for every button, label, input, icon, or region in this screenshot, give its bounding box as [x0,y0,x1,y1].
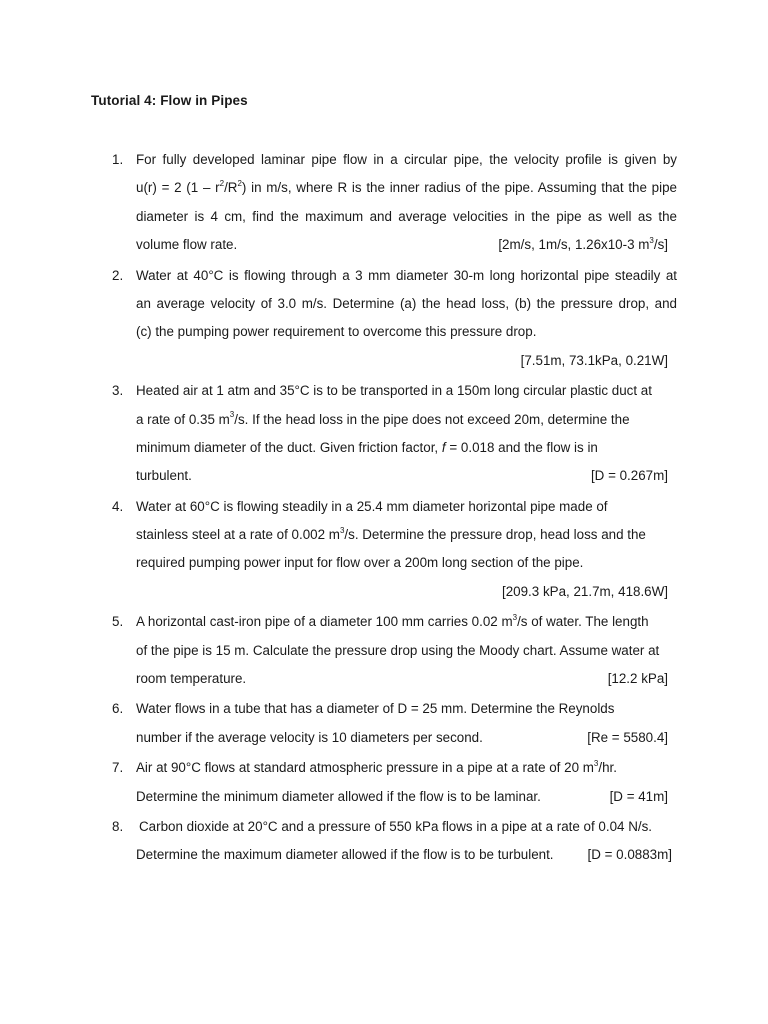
question-5 [0,608,768,693]
question-4-answer-line [0,578,768,606]
question-text: For fully developed laminar pipe flow in a circular pipe, the velocity profile is given by [136,152,677,167]
question-3-line-1 [0,377,768,405]
question-1-line-3 [0,203,768,231]
question-2-line-3 [0,318,768,346]
answer-text: [12.2 kPa] [607,671,668,687]
question-text: of the pipe is 15 m. Calculate the pressure drop using the Moody chart. Assume water at [136,642,660,658]
question-text: Determine the maximum diameter allowed if the flow is to be turbulent. [136,847,554,863]
question-text: minimum diameter of the duct. Given friction factor, f = 0.018 and the flow is in [136,439,598,455]
question-number: 3. [112,383,124,399]
question-1-line-4 [0,231,768,259]
question-4-line-2 [0,521,768,549]
question-2-line-2 [0,290,768,318]
question-text: stainless steel at a rate of 0.002 $m^3/s$. Determine the pressure drop, head loss and the [136,525,646,543]
question-7-line-1 [0,754,768,782]
question-4-line-3 [0,549,768,577]
answer-text: [7.51m, 73.1kPa, 0.21W] [520,352,668,368]
question-1-line-2 [0,174,768,202]
question-text: number if the average velocity is 10 diameters per second. [136,729,483,745]
question-6-line-2 [0,724,768,752]
question-number: 7. [112,760,124,776]
answer-text: [D = 0.0883m] [587,847,672,863]
answer-text: [D = 41m] [609,788,668,804]
question-2-line-1 [0,262,768,290]
answer-text: [209.3 kPa, 21.7m, 418.6W] [502,583,668,599]
question-text: volume flow rate. [136,237,238,253]
question-3-line-2 [0,406,768,434]
question-6 [0,695,768,752]
question-5-line-1 [0,608,768,636]
question-3 [0,377,768,491]
question-text: Water at 60°C is flowing steadily in a 25.4 mm diameter horizontal pipe made of [136,498,608,514]
question-text: Air at 90°C flows at standard atmospheric pressure in a pipe at a rate of 20 $m^3/hr$. [136,758,617,776]
answer-text: [D = 0.267m] [590,468,668,484]
question-text: diameter is 4 cm, find the maximum and average velocities in the pipe as well as the [136,208,677,224]
question-3-line-3 [0,434,768,462]
question-2-answer-line [0,347,768,375]
question-text: A horizontal cast-iron pipe of a diameter 100 mm carries 0.02 $m^3/s$ of water. The length [136,612,649,630]
question-6-line-1 [0,695,768,723]
question-text: (c) the pumping power requirement to overcome this pressure drop. [136,324,537,340]
question-text: Heated air at 1 atm and 35°C is to be transported in a 150m long circular plastic duct at [136,383,652,399]
question-5-line-2 [0,637,768,665]
question-number: 5. [112,614,124,630]
question-text: Determine the minimum diameter allowed if the flow is to be laminar. [136,788,541,804]
question-text: u(r) = 2 $(1 - r^2/R^2)$ in m/s, where R is the inner radius of the pipe. Assuming that the pipe [136,178,677,196]
question-2 [0,262,768,376]
question-number: 6. [112,701,124,717]
question-text: required pumping power input for flow over a 200m long section of the pipe. [136,555,584,571]
question-8-line-2 [0,841,768,869]
question-text: Water at 40°C is flowing through a 3 mm diameter 30-m long horizontal pipe steadily at [136,267,677,283]
page-title: Tutorial 4: Flow in Pipes [91,93,248,108]
question-text: Water flows in a tube that has a diameter of D = 25 mm. Determine the Reynolds [136,701,615,717]
question-number: 1. [112,152,124,167]
question-4 [0,493,768,607]
question-7 [0,754,768,811]
question-text: turbulent. [136,468,192,484]
question-3-line-4 [0,462,768,490]
question-text: a rate of 0.35 $m^3/s$. If the head loss in the pipe does not exceed 20m, determine the [136,410,630,427]
question-text: Carbon dioxide at 20°C and a pressure of 550 kPa flows in a pipe at a rate of 0.04 N/s. [139,818,653,834]
question-list [0,146,768,872]
question-number: 4. [112,498,124,514]
question-number: 2. [112,267,124,283]
question-8-line-1 [0,813,768,841]
answer-text: [Re = 5580.4] [587,729,668,745]
question-number: 8. [112,818,124,834]
question-7-line-2 [0,783,768,811]
answer-text: [2m/s, 1m/s, 1.26x10-3 $m^3/s$] [498,235,668,253]
question-1-line-1 [0,146,768,174]
question-4-line-1 [0,493,768,521]
question-1 [0,146,768,260]
question-text: an average velocity of 3.0 m/s. Determine (a) the head loss, (b) the pressure drop, and [136,295,677,311]
question-text: room temperature. [136,671,247,687]
question-8 [0,813,768,870]
question-5-line-3 [0,665,768,693]
